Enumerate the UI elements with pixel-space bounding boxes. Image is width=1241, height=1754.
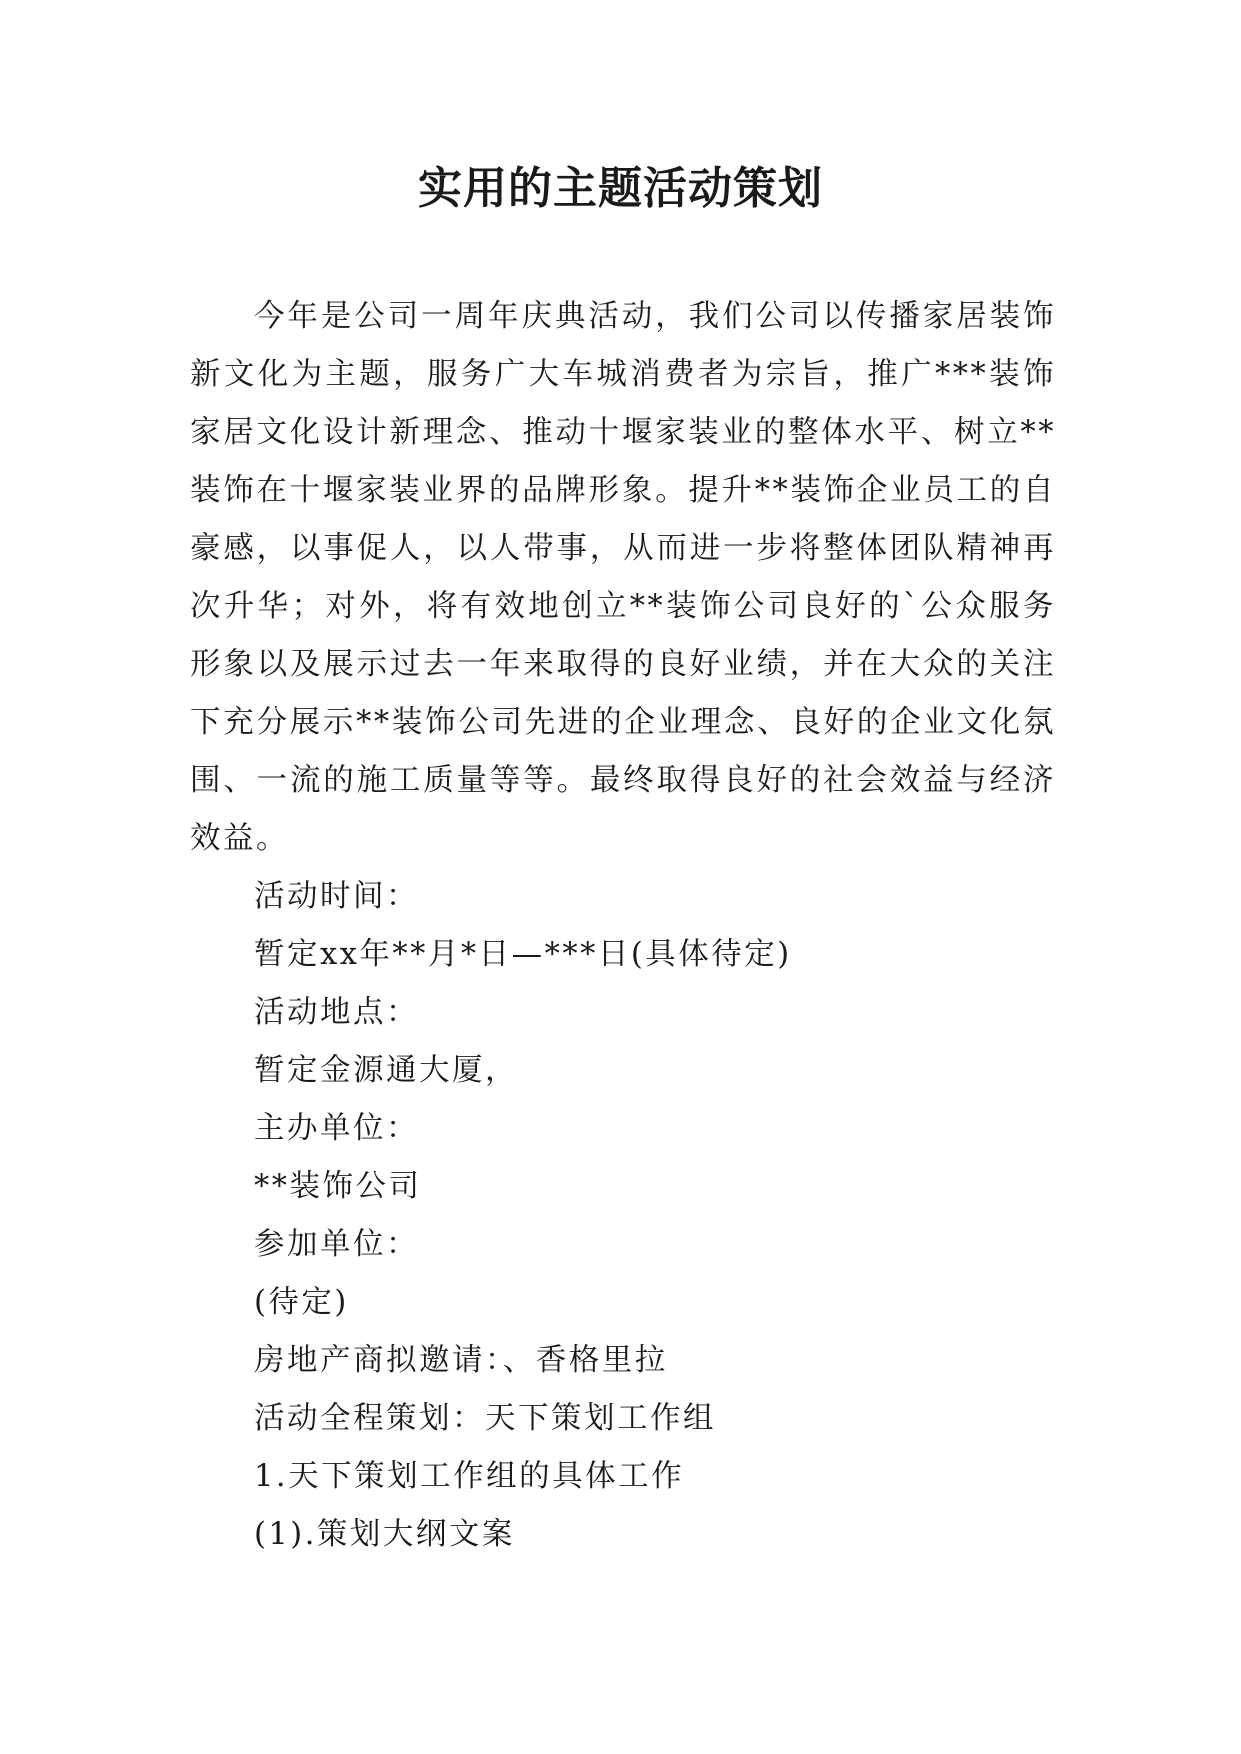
activity-location-label: 活动地点： — [254, 995, 419, 1030]
planner-line: 活动全程策划：天下策划工作组 — [254, 1401, 716, 1436]
participants-label: 参加单位： — [254, 1227, 419, 1262]
section-heading: 1.天下策划工作组的具体工作 — [254, 1459, 685, 1494]
organizer-label: 主办单位： — [254, 1111, 419, 1146]
intro-paragraph: 今年是公司一周年庆典活动，我们公司以传播家居装饰新文化为主题，服务广大车城消费者为宗旨，推广***装饰家居文化设计新理念、推动十堰家装业的整体水平、树立**装饰在十堰家装业界的品牌形象。提升**装饰企业员工的自豪感，以事促人，以人带事，从而进一步将整体团队精神再次升华；对外，将有效地创立**装饰公司良好的`公众服务形象以及展示过去一年来取得的良好业绩，并在大众的关注下充分展示**装饰公司先进的企业理念、良好的企业文化氛围、一流的施工质量等等。最终取得良好的社会效益与经济效益。 — [190, 299, 1056, 856]
activity-time-value: 暂定xx年**月*日—***日(具体待定) — [254, 937, 792, 972]
subsection-heading: (1).策划大纲文案 — [254, 1517, 515, 1552]
activity-time-label: 活动时间： — [254, 879, 419, 914]
activity-location-value: 暂定金源通大厦， — [254, 1053, 518, 1088]
invitees-line: 房地产商拟邀请：、香格里拉 — [254, 1343, 668, 1378]
organizer-value: **装饰公司 — [254, 1169, 422, 1204]
document-body — [190, 288, 1056, 1564]
document-title: 实用的主题活动策划 — [418, 163, 823, 214]
participants-value: (待定) — [254, 1285, 349, 1320]
